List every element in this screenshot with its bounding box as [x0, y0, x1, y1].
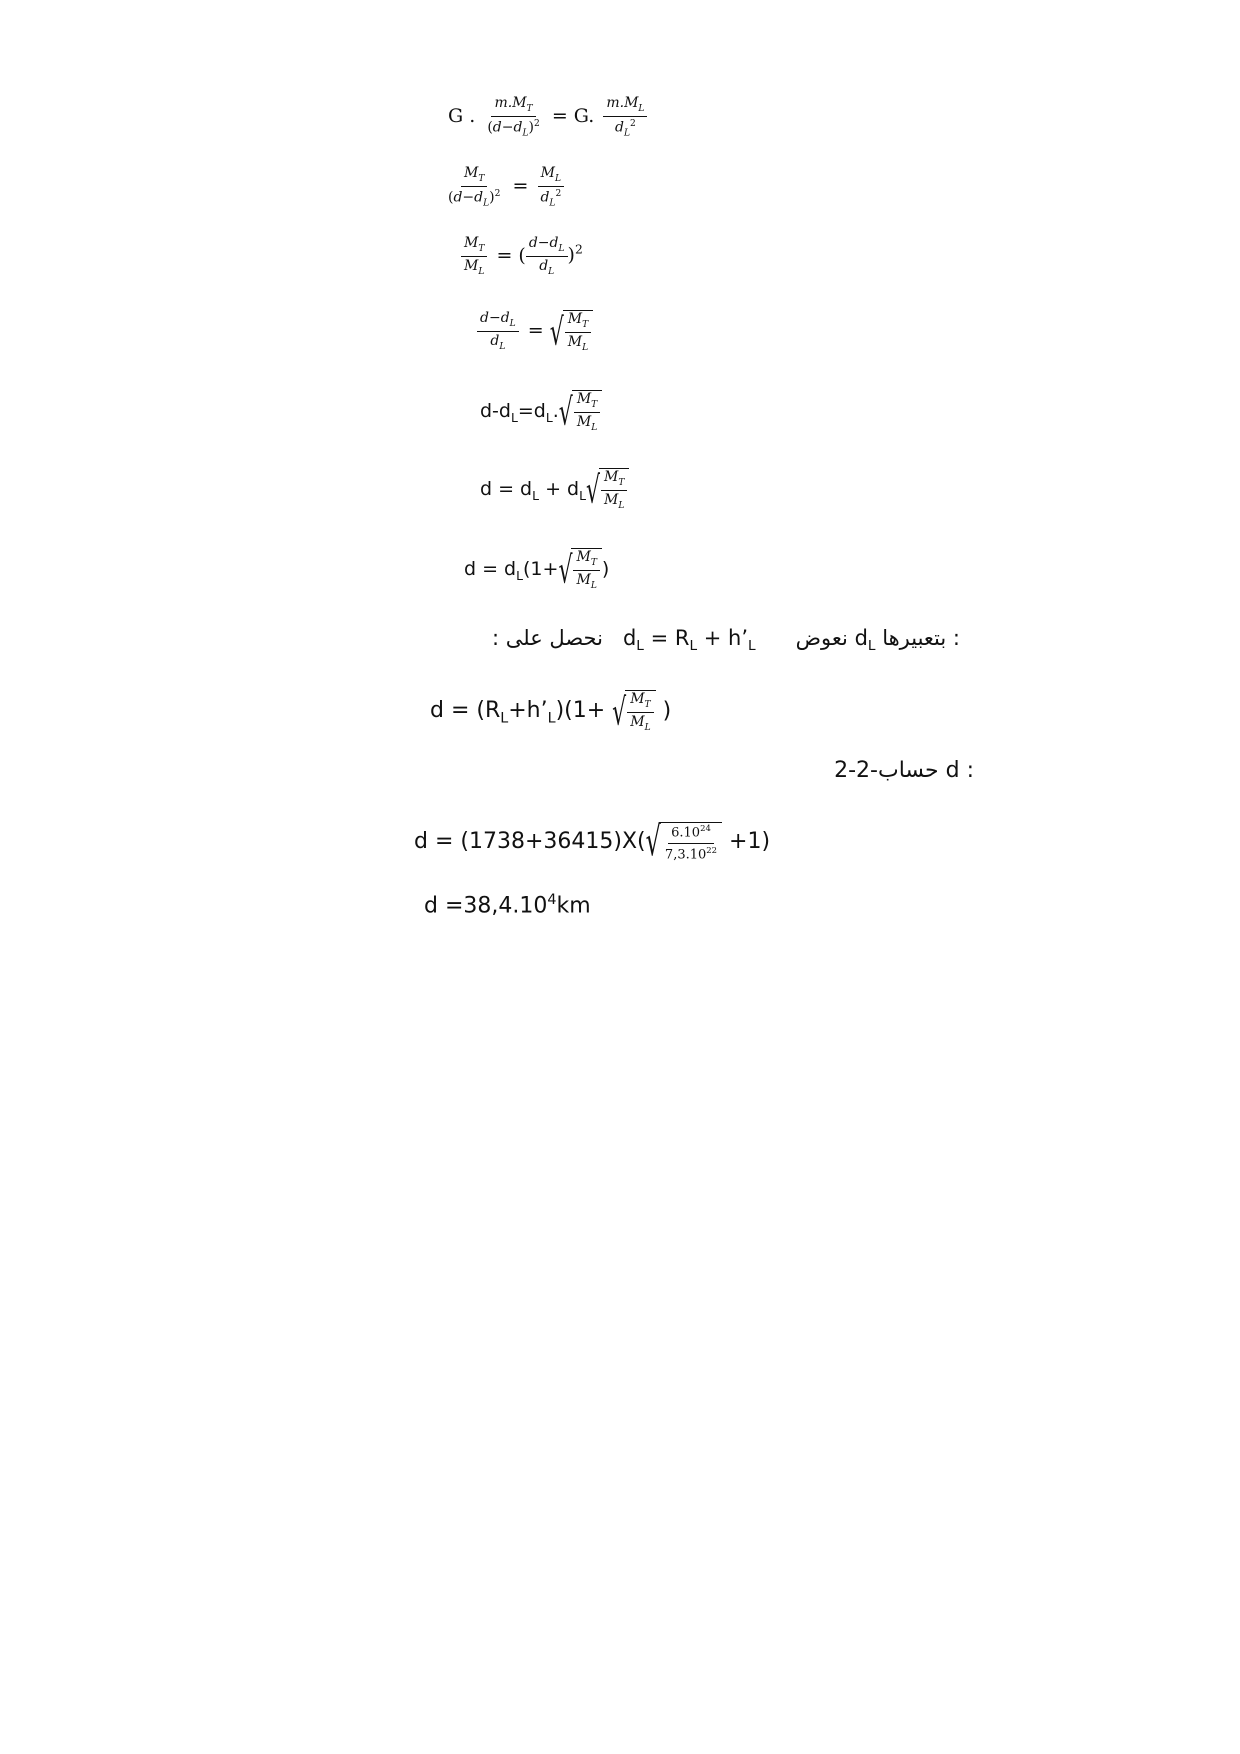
equation-d-sum: $d = d_L + d_L$ √ $\frac{M_T}{M_L}$: [480, 468, 629, 511]
equation-d-minus-dl: $d-d_L=d_L$. √ $\frac{M_T}{M_L}$: [480, 390, 602, 433]
substitution-statement: نحصل على : $d_L = R_L$ + $h’_L$ : بتعبيرها $d_L$ نعوض: [492, 626, 960, 655]
equation-mass-ratio-1: $\frac{M_T}{(d-d_L)^2}$ = $\frac{M_L}{d_L^2}$: [442, 166, 567, 208]
equation-result: $d =38,4.10^4km$: [424, 892, 591, 919]
equation-sqrt-ratio: $\frac{d-d_L}{d_L}$ = √ $\frac{M_T}{M_L}$: [474, 310, 593, 353]
sqrt-symbol: √ $\frac{M_T}{M_L}$: [550, 310, 593, 353]
equation-gravity-balance: G . $\frac{m.M_T}{(d-d_L)^2}$ = G. $\frac{m.M_L}{d_L^2}$: [448, 96, 650, 138]
equation-mass-ratio-2: $\frac{M_T}{M_L}$ = ( $\frac{d-d_L}{d_L}$ )$^2$: [458, 236, 583, 277]
equation-d-factored: $d = d_L(1+$ √ $\frac{M_T}{M_L}$ ): [464, 549, 610, 593]
equation-d-final-symbolic: $d = (R_L+h’_L)(1+$ √ $\frac{M_T}{M_L}$ ): [430, 691, 672, 735]
equation-numeric: d = (1738+36415)X( √ $\frac{6.10^{24}}{7,3.10^{22}}$ +1): [414, 818, 771, 866]
section-heading: : d حساب-2-2: [834, 758, 974, 783]
symbol-G: G: [448, 105, 464, 128]
